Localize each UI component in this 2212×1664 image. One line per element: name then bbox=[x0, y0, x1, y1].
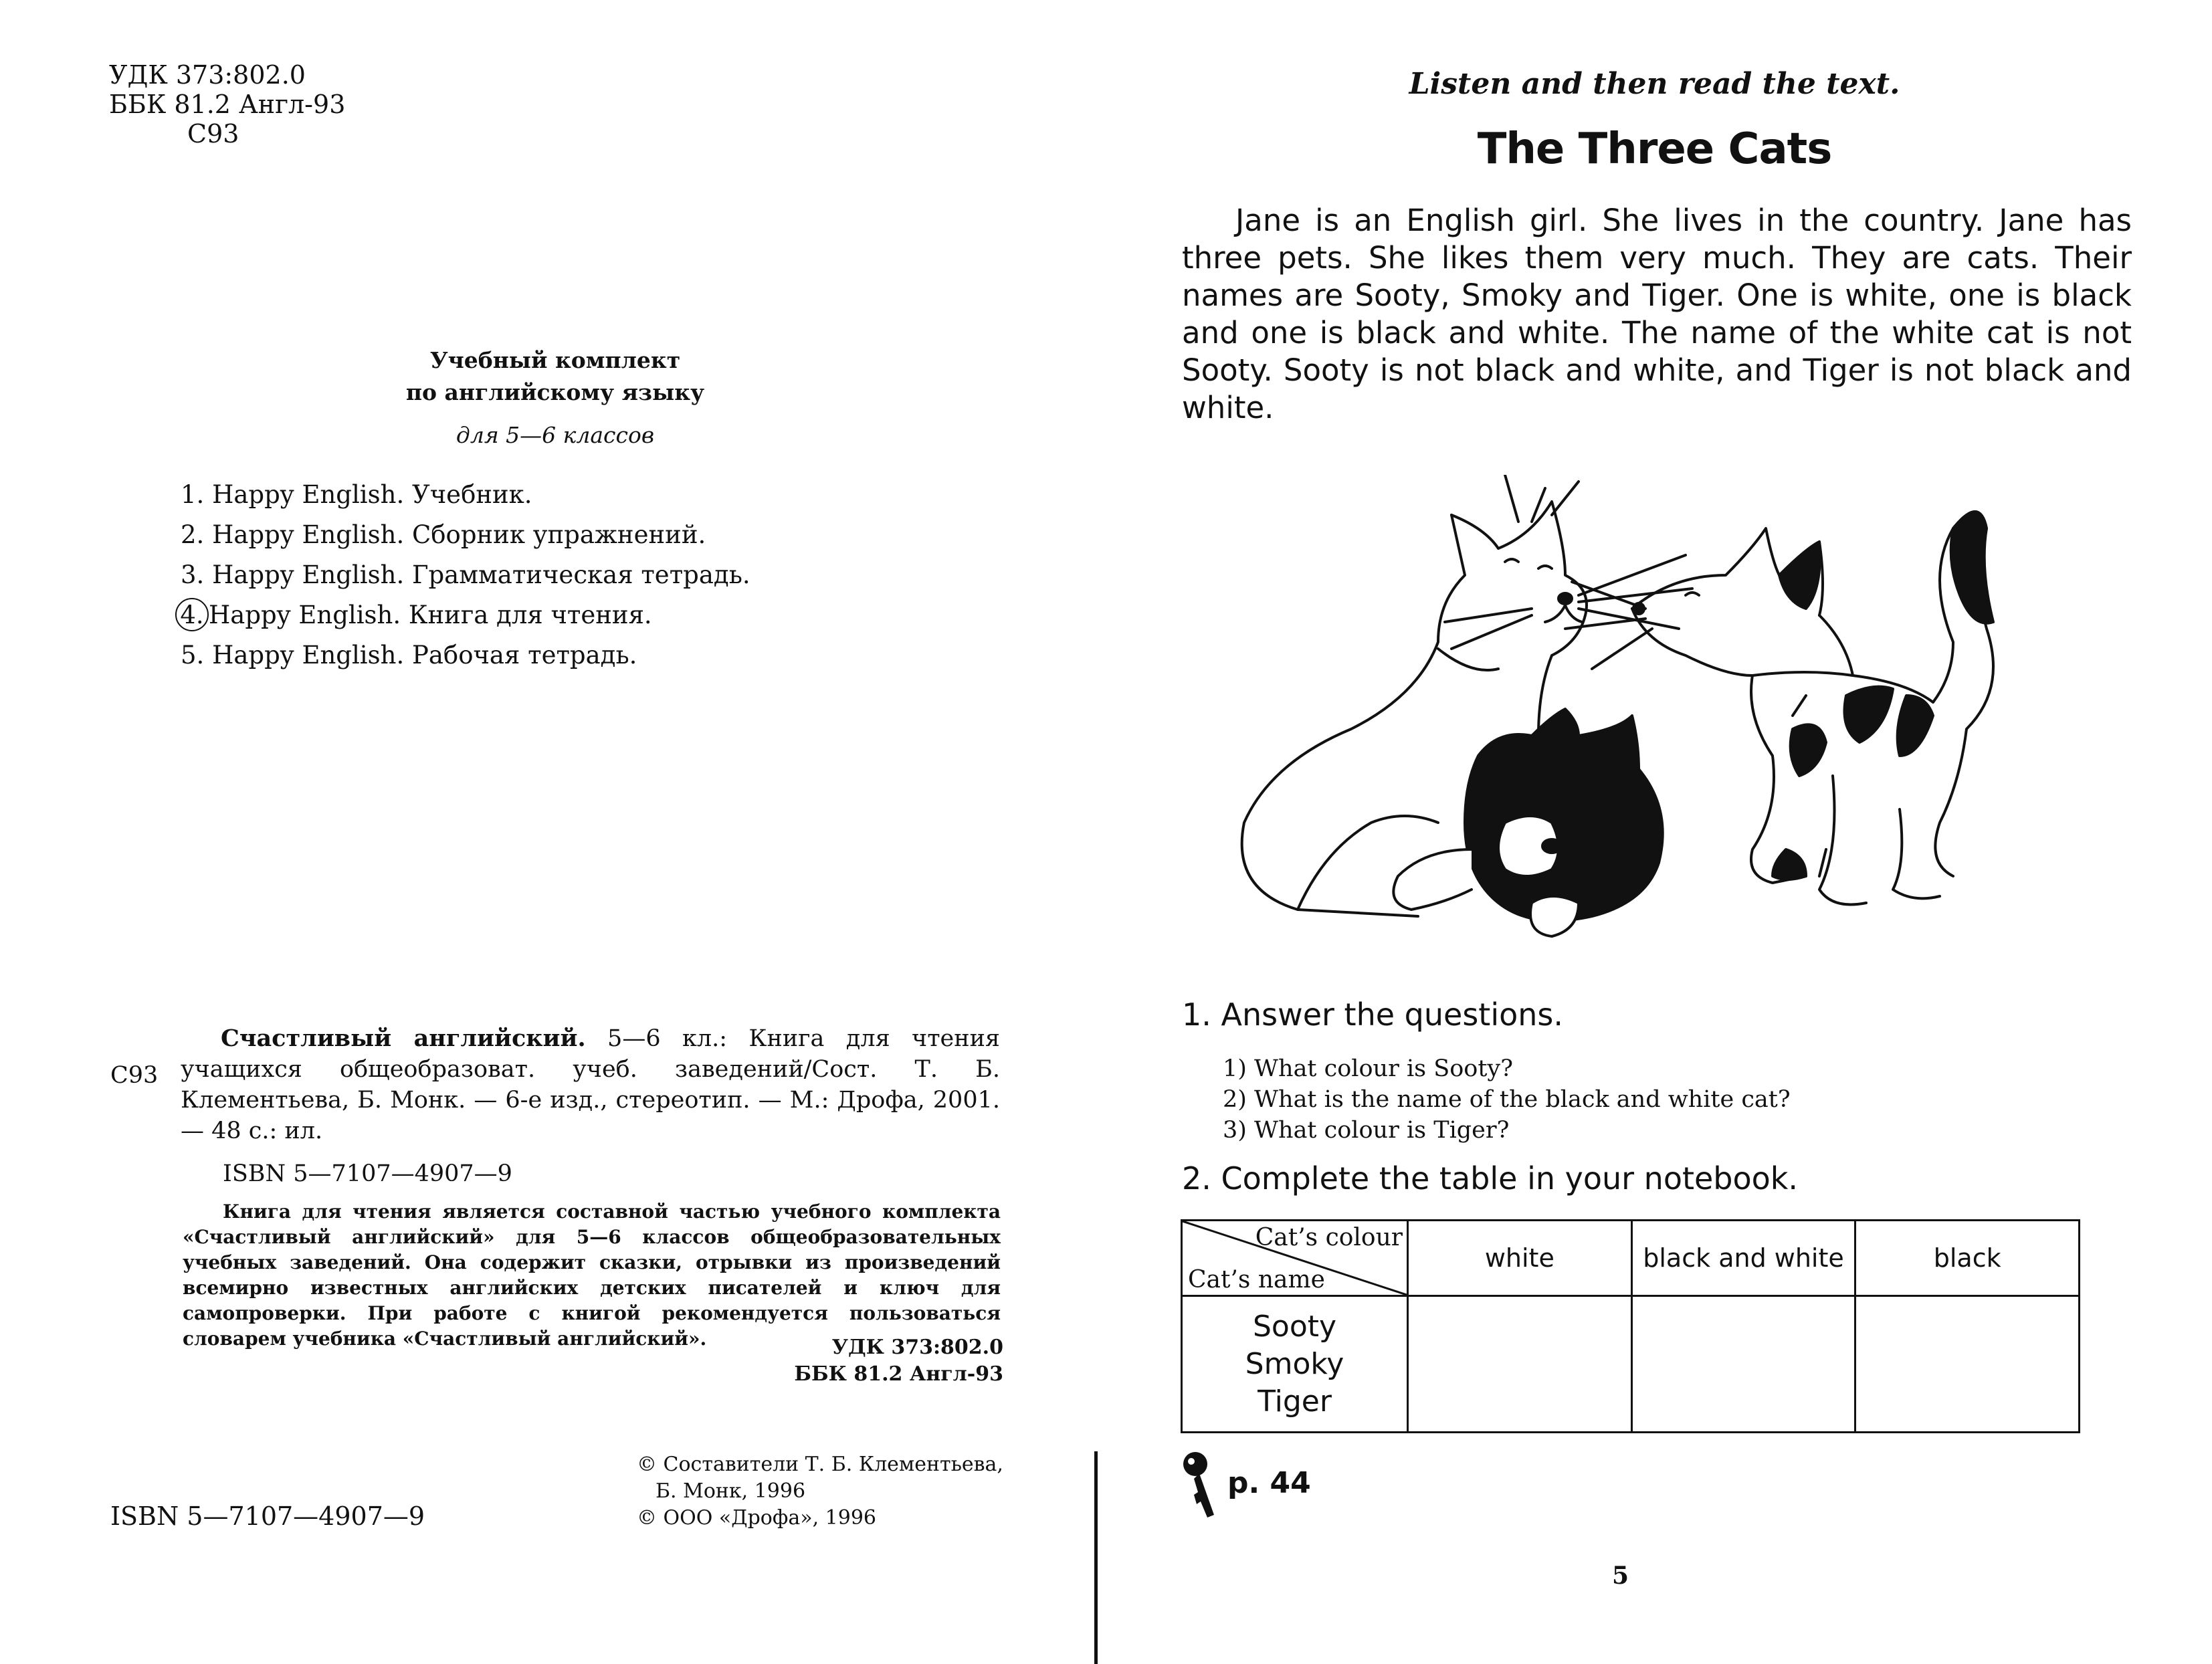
question-item: 2) What is the name of the black and white cat? bbox=[1223, 1086, 1791, 1113]
task1-heading: 1. Answer the questions. bbox=[1182, 997, 1563, 1033]
series-item bbox=[181, 635, 750, 675]
udk-right-block bbox=[794, 1334, 1003, 1388]
corner-cell bbox=[1182, 1221, 1408, 1296]
empty-cell bbox=[1631, 1296, 1855, 1433]
series-item bbox=[181, 555, 750, 595]
column-header: black and white bbox=[1631, 1221, 1855, 1296]
questions-list bbox=[1223, 1053, 1791, 1146]
kit-title-line1: Учебный комплект bbox=[429, 347, 681, 373]
question-item: 1) What colour is Sooty? bbox=[1223, 1055, 1513, 1082]
sooty-cat-drawing bbox=[1393, 709, 1662, 936]
bbk-line: ББК 81.2 Англ-93 bbox=[109, 90, 346, 119]
cat-name: Sooty bbox=[1252, 1309, 1337, 1344]
kit-title-line2: по английскому языку bbox=[405, 379, 705, 405]
copyright-block bbox=[637, 1451, 1003, 1532]
kit-subtitle: для 5—6 классов bbox=[456, 422, 655, 448]
page-number: 5 bbox=[1612, 1562, 1629, 1590]
series-item bbox=[181, 515, 750, 555]
empty-cell bbox=[1408, 1296, 1632, 1433]
story-text bbox=[1182, 202, 2132, 427]
series-text: Happy English. Книга для чтения. bbox=[209, 601, 652, 629]
key-icon bbox=[1181, 1448, 1221, 1522]
right-page bbox=[1097, 0, 2212, 1664]
series-text: Happy English. Грамматическая тетрадь. bbox=[212, 560, 750, 589]
cat-name: Tiger bbox=[1258, 1384, 1332, 1419]
series-item bbox=[181, 475, 750, 515]
series-num: 3. bbox=[181, 560, 205, 589]
bbk-right: ББК 81.2 Англ-93 bbox=[794, 1362, 1003, 1386]
series-text: Happy English. Сборник упражнений. bbox=[212, 520, 706, 549]
table-header-row bbox=[1182, 1221, 2080, 1296]
empty-cell bbox=[1855, 1296, 2080, 1433]
corner-top-label: Cat’s colour bbox=[1255, 1224, 1403, 1251]
circled-number: 4. bbox=[175, 598, 209, 631]
table-row bbox=[1182, 1296, 2080, 1433]
copyright-line: Б. Монк, 1996 bbox=[656, 1479, 806, 1503]
bib-mark: С93 bbox=[110, 1062, 159, 1089]
column-header: white bbox=[1408, 1221, 1632, 1296]
column-header: black bbox=[1855, 1221, 2080, 1296]
series-num: 5. bbox=[181, 641, 205, 669]
series-text: Happy English. Учебник. bbox=[212, 480, 532, 509]
copyright-line: © Составители Т. Б. Клементьева, bbox=[637, 1453, 1003, 1476]
copyright-line: © ООО «Дрофа», 1996 bbox=[637, 1506, 877, 1530]
series-text: Happy English. Рабочая тетрадь. bbox=[212, 641, 637, 669]
cat-name: Smoky bbox=[1245, 1346, 1344, 1381]
corner-diagonal bbox=[1183, 1221, 1407, 1295]
three-cats-illustration bbox=[1217, 475, 2212, 956]
question-item: 3) What colour is Tiger? bbox=[1223, 1117, 1510, 1144]
isbn-inner: ISBN 5—7107—4907—9 bbox=[223, 1160, 512, 1187]
bibliographic-record bbox=[181, 1023, 1000, 1146]
udk-line: УДК 373:802.0 bbox=[109, 60, 306, 90]
author-mark: С93 bbox=[187, 119, 239, 148]
key-reference: p. 44 bbox=[1227, 1466, 1311, 1500]
instruction: Listen and then read the text. bbox=[1409, 67, 1900, 101]
bib-details: 5—6 кл.: Книга для чтения учащихся общеобразоват. учеб. заведений/Сост. Т. Б. Клементьева, Б. Монк. — 6-е изд., стереотип. — М.: Дрофа, 2001. — 48 с.: ил. bbox=[181, 1025, 1001, 1144]
udk-right: УДК 373:802.0 bbox=[831, 1336, 1003, 1359]
isbn-bottom: ISBN 5—7107—4907—9 bbox=[110, 1501, 425, 1531]
left-page bbox=[0, 0, 1097, 1664]
kit-heading bbox=[361, 344, 749, 448]
task2-heading: 2. Complete the table in your notebook. bbox=[1182, 1160, 1799, 1197]
udk-block bbox=[109, 60, 345, 148]
series-item-circled bbox=[181, 595, 750, 635]
cat-names-cell bbox=[1182, 1296, 1408, 1433]
series-list bbox=[181, 475, 750, 675]
series-num: 2. bbox=[181, 520, 205, 549]
annotation: Книга для чтения является составной частью учебного комплекта «Счастливый английский» для 5—6 классов общеобразовательных учебных заведений. Она содержит сказки, отрывки из произведений всемирно известных английских детских писателей и ключ для самопроверки. При работе с книгой рекомендуется пользоваться словарем учебника «Счастливый английский». bbox=[183, 1201, 1001, 1350]
series-num: 1. bbox=[181, 480, 205, 509]
story-title: The Three Cats bbox=[1477, 124, 1832, 174]
corner-bottom-label: Cat’s name bbox=[1188, 1266, 1325, 1293]
bib-title: Счастливый английский. bbox=[221, 1025, 586, 1052]
story-body: Jane is an English girl. She lives in the country. Jane has three pets. She likes them very much. They are cats. Their names are Sooty, Smoky and Tiger. One is white, one is black and one is black and white. The name of the white cat is not Sooty. Sooty is not black and white, and Tiger is not black and white. bbox=[1182, 203, 2132, 425]
colour-table bbox=[1181, 1219, 2080, 1433]
